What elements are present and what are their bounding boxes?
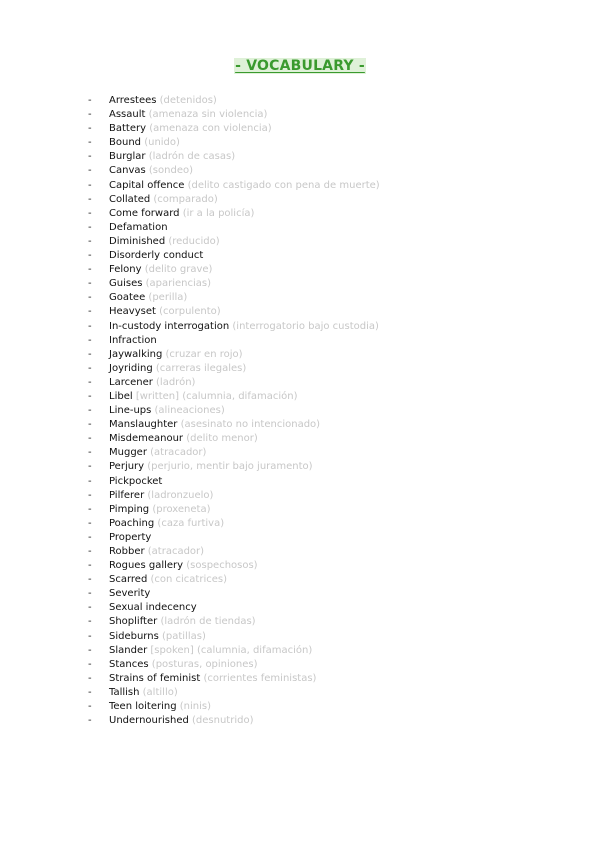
vocab-item <box>88 432 568 446</box>
vocab-item <box>88 714 568 728</box>
vocab-translation: (ninis) <box>179 701 211 713</box>
vocab-item <box>88 545 568 559</box>
vocab-translation: (perilla) <box>148 292 188 304</box>
vocab-term: Larcener <box>109 376 153 388</box>
vocab-term-line <box>109 150 235 164</box>
vocab-item <box>88 601 568 615</box>
list-bullet: - <box>88 616 92 628</box>
vocab-item <box>88 193 568 207</box>
vocab-term-line <box>109 644 312 658</box>
vocab-term: Perjury <box>109 461 145 473</box>
vocab-item <box>88 658 568 672</box>
vocab-term: Pilferer <box>109 489 145 501</box>
vocab-term-line <box>109 573 227 587</box>
list-bullet: - <box>88 109 92 121</box>
vocab-term-line <box>109 432 258 446</box>
vocab-item <box>88 108 568 122</box>
list-bullet: - <box>88 264 92 276</box>
vocab-term-line <box>109 418 320 432</box>
vocab-term: In-custody interrogation <box>109 320 230 332</box>
vocab-term-line <box>109 94 217 108</box>
vocab-term-line <box>109 305 221 319</box>
vocab-translation: (apariencias) <box>145 278 212 290</box>
vocab-item <box>88 376 568 390</box>
vocab-term-line <box>109 376 195 390</box>
vocab-translation: (amenaza con violencia) <box>149 123 272 135</box>
list-bullet: - <box>88 531 92 543</box>
list-bullet: - <box>88 306 92 318</box>
vocab-item <box>88 672 568 686</box>
vocab-translation: (posturas, opiniones) <box>151 658 258 670</box>
vocab-item <box>88 136 568 150</box>
list-bullet: - <box>88 376 92 388</box>
list-bullet: - <box>88 235 92 247</box>
vocab-term: Stances <box>109 658 149 670</box>
vocab-item <box>88 150 568 164</box>
vocab-item <box>88 122 568 136</box>
vocab-item <box>88 418 568 432</box>
vocab-term: Come forward <box>109 207 180 219</box>
vocab-term: Capital offence <box>109 179 185 191</box>
vocab-item <box>88 235 568 249</box>
vocab-term: Robber <box>109 546 145 557</box>
vocab-item <box>88 503 568 517</box>
list-bullet: - <box>88 419 92 431</box>
vocab-item <box>88 531 568 545</box>
vocab-term-line <box>109 193 218 207</box>
vocab-item <box>88 517 568 531</box>
list-bullet: - <box>88 250 92 262</box>
page-title <box>0 57 600 75</box>
vocab-term: Diminished <box>109 235 166 247</box>
list-bullet: - <box>88 405 92 417</box>
vocab-term-line <box>109 263 212 277</box>
list-bullet: - <box>88 179 92 191</box>
vocab-term-line <box>109 460 313 474</box>
vocab-term: Felony <box>109 264 142 276</box>
vocab-term-line <box>109 390 297 404</box>
vocab-item <box>88 277 568 291</box>
vocab-term-line <box>109 122 272 136</box>
vocab-translation: (unido) <box>144 137 180 149</box>
list-bullet: - <box>88 193 92 205</box>
vocab-term: Undernourished <box>109 715 189 727</box>
vocab-term: Guises <box>109 278 143 290</box>
vocab-term-line <box>109 108 267 122</box>
vocab-term-line <box>109 615 256 629</box>
vocab-term: Manslaughter <box>109 419 178 431</box>
vocab-item <box>88 179 568 193</box>
vocab-item <box>88 305 568 319</box>
vocab-translation: (patillas) <box>161 630 206 642</box>
vocab-translation: (comparado) <box>153 193 218 205</box>
vocab-term: Strains of feminist <box>109 672 201 684</box>
vocab-term: Pickpocket <box>109 475 163 487</box>
vocab-translation: (delito grave) <box>144 264 213 276</box>
vocab-translation: (ladrón de casas) <box>148 151 236 163</box>
list-bullet: - <box>88 546 92 557</box>
vocab-translation: (altillo) <box>142 686 178 698</box>
vocab-term-line <box>109 559 258 573</box>
vocab-item <box>88 348 568 362</box>
vocab-term: Joyriding <box>109 362 153 374</box>
vocab-term: Poaching <box>109 517 155 529</box>
vocab-term-line <box>109 714 253 728</box>
list-bullet: - <box>88 278 92 290</box>
vocab-item <box>88 644 568 658</box>
vocab-translation: [written] (calumnia, difamación) <box>135 390 298 402</box>
vocab-term: Slander <box>109 644 148 656</box>
vocab-term: Battery <box>109 123 147 135</box>
vocab-translation: (delito castigado con pena de muerte) <box>187 179 380 191</box>
vocab-item <box>88 362 568 376</box>
list-bullet: - <box>88 165 92 177</box>
vocab-term-line <box>109 587 150 601</box>
list-bullet: - <box>88 644 92 656</box>
vocab-term: Defamation <box>109 221 168 233</box>
vocab-item <box>88 573 568 587</box>
vocab-item <box>88 291 568 305</box>
vocab-translation: (amenaza sin violencia) <box>148 109 268 121</box>
vocab-term-line <box>109 700 211 714</box>
vocab-term-line <box>109 672 316 686</box>
vocab-term-line <box>109 136 180 150</box>
vocab-term-line <box>109 207 254 221</box>
list-bullet: - <box>88 602 92 614</box>
vocab-term: Scarred <box>109 574 148 586</box>
vocab-item <box>88 700 568 714</box>
vocab-translation: (sospechosos) <box>186 560 258 572</box>
vocab-item <box>88 475 568 489</box>
vocab-item <box>88 221 568 235</box>
vocab-term: Jaywalking <box>109 348 163 360</box>
list-bullet: - <box>88 390 92 402</box>
vocab-item <box>88 390 568 404</box>
vocab-translation: (ladrón) <box>156 376 196 388</box>
vocab-term: Property <box>109 531 152 543</box>
vocab-term: Shoplifter <box>109 616 158 628</box>
list-bullet: - <box>88 517 92 529</box>
vocabulary-list <box>88 94 568 728</box>
vocab-term: Arrestees <box>109 95 157 106</box>
list-bullet: - <box>88 362 92 374</box>
vocab-term: Tallish <box>109 686 140 698</box>
vocab-term: Collated <box>109 193 151 205</box>
vocab-term: Libel <box>109 390 133 402</box>
list-bullet: - <box>88 348 92 360</box>
list-bullet: - <box>88 574 92 586</box>
vocab-term-line <box>109 630 206 644</box>
vocab-item <box>88 94 568 108</box>
vocab-term: Sexual indecency <box>109 602 197 614</box>
vocab-term-line <box>109 658 258 672</box>
vocab-term-line <box>109 517 224 531</box>
vocab-translation: (cruzar en rojo) <box>165 348 243 360</box>
vocab-term-line <box>109 235 220 249</box>
vocab-term-line <box>109 489 213 503</box>
list-bullet: - <box>88 447 92 459</box>
vocab-item <box>88 207 568 221</box>
list-bullet: - <box>88 588 92 600</box>
list-bullet: - <box>88 433 92 445</box>
vocab-term: Sideburns <box>109 630 159 642</box>
list-bullet: - <box>88 489 92 501</box>
vocab-term-line <box>109 475 162 489</box>
list-bullet: - <box>88 207 92 219</box>
vocab-item <box>88 404 568 418</box>
vocab-term-line <box>109 362 246 376</box>
vocab-item <box>88 686 568 700</box>
vocab-item <box>88 320 568 334</box>
vocab-translation: (atracador) <box>147 546 205 557</box>
vocab-translation: (corpulento) <box>159 306 221 318</box>
list-bullet: - <box>88 221 92 233</box>
vocab-term-line <box>109 503 211 517</box>
vocab-term: Line-ups <box>109 405 152 417</box>
vocab-translation: [spoken] (calumnia, difamación) <box>150 644 313 656</box>
vocab-term: Rogues gallery <box>109 560 184 572</box>
list-bullet: - <box>88 630 92 642</box>
vocab-term-line <box>109 164 193 178</box>
vocab-term-line <box>109 686 178 700</box>
list-bullet: - <box>88 715 92 727</box>
vocab-term: Bound <box>109 137 142 149</box>
vocab-term: Assault <box>109 109 146 121</box>
vocab-translation: (ladronzuelo) <box>147 489 214 501</box>
vocab-translation: (alineaciones) <box>154 405 225 417</box>
vocab-term-line <box>109 601 197 615</box>
vocab-translation: (desnutrido) <box>192 715 254 727</box>
vocab-term: Mugger <box>109 447 147 459</box>
vocab-translation: (reducido) <box>168 235 220 247</box>
vocab-item <box>88 263 568 277</box>
list-bullet: - <box>88 686 92 698</box>
vocab-item <box>88 334 568 348</box>
vocab-translation: (ladrón de tiendas) <box>160 616 256 628</box>
vocab-translation: (carreras ilegales) <box>155 362 247 374</box>
vocab-term-line <box>109 446 206 460</box>
vocab-term: Disorderly conduct <box>109 250 204 262</box>
vocab-item <box>88 446 568 460</box>
list-bullet: - <box>88 701 92 713</box>
list-bullet: - <box>88 672 92 684</box>
vocab-translation: (detenidos) <box>159 95 217 106</box>
vocab-term-line <box>109 348 243 362</box>
list-bullet: - <box>88 137 92 149</box>
vocab-item <box>88 249 568 263</box>
vocab-term-line <box>109 334 157 348</box>
list-bullet: - <box>88 461 92 473</box>
list-bullet: - <box>88 334 92 346</box>
vocab-term-line <box>109 277 211 291</box>
vocab-term: Misdemeanour <box>109 433 184 445</box>
vocab-term-line <box>109 249 203 263</box>
vocab-term: Goatee <box>109 292 146 304</box>
vocab-translation: (proxeneta) <box>152 503 211 515</box>
vocab-term: Canvas <box>109 165 146 177</box>
vocab-translation: (perjurio, mentir bajo juramento) <box>147 461 313 473</box>
vocab-term-line <box>109 320 379 334</box>
vocab-term: Pimping <box>109 503 150 515</box>
vocab-item <box>88 630 568 644</box>
vocab-translation: (corrientes feministas) <box>203 672 317 684</box>
vocab-item <box>88 615 568 629</box>
vocab-term-line <box>109 531 151 545</box>
vocab-term-line <box>109 404 225 418</box>
vocab-translation: (interrogatorio bajo custodia) <box>232 320 379 332</box>
vocab-term: Heavyset <box>109 306 156 318</box>
vocab-translation: (atracador) <box>150 447 207 459</box>
vocab-translation: (sondeo) <box>148 165 193 177</box>
vocab-term: Teen loitering <box>109 701 177 713</box>
list-bullet: - <box>88 560 92 572</box>
list-bullet: - <box>88 320 92 332</box>
vocab-translation: (caza furtiva) <box>157 517 225 529</box>
vocab-term-line <box>109 221 168 235</box>
vocab-translation: (ir a la policía) <box>182 207 255 219</box>
list-bullet: - <box>88 503 92 515</box>
vocab-translation: (asesinato no intencionado) <box>180 419 321 431</box>
vocab-translation: (delito menor) <box>186 433 258 445</box>
vocab-item <box>88 164 568 178</box>
vocab-term: Burglar <box>109 151 146 163</box>
vocab-item <box>88 587 568 601</box>
vocab-translation: (con cicatrices) <box>150 574 228 586</box>
list-bullet: - <box>88 95 92 106</box>
list-bullet: - <box>88 292 92 304</box>
list-bullet: - <box>88 658 92 670</box>
vocab-term: Severity <box>109 588 151 600</box>
vocab-term: Infraction <box>109 334 157 346</box>
list-bullet: - <box>88 151 92 163</box>
vocab-item <box>88 559 568 573</box>
list-bullet: - <box>88 123 92 135</box>
vocab-term-line <box>109 545 204 559</box>
vocab-term-line <box>109 179 380 193</box>
vocab-term-line <box>109 291 187 305</box>
vocab-item <box>88 460 568 474</box>
list-bullet: - <box>88 475 92 487</box>
page-title-text: - VOCABULARY - <box>235 58 365 74</box>
vocab-item <box>88 489 568 503</box>
